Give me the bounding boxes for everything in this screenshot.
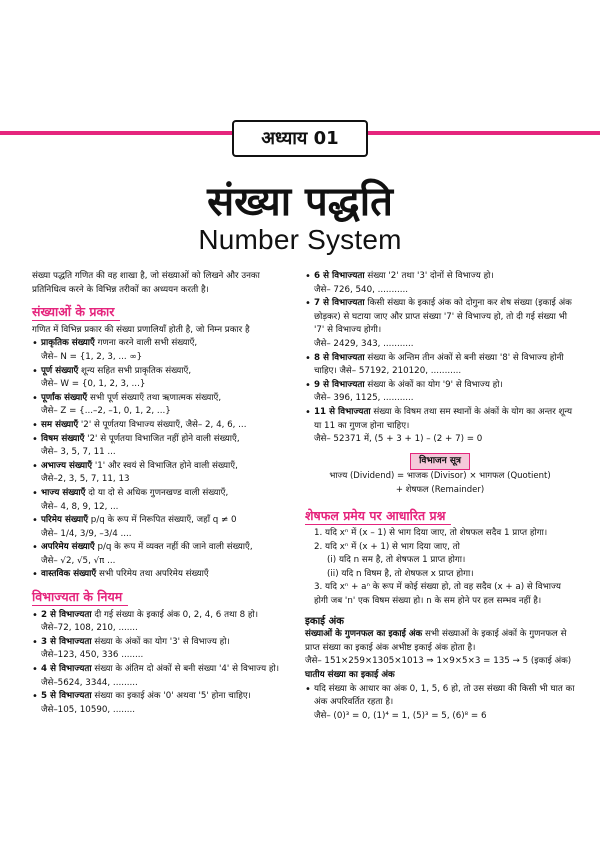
example-text: जैसे– 726, 540, ........... bbox=[314, 284, 409, 295]
example-text: जैसे– 151×259×1305×1013 ⇒ 1×9×5×3 = 135 → 5 (इकाई अंक) bbox=[305, 656, 572, 667]
formula-line: भाज्य (Dividend) = भाजक (Divisor) × भागफल (Quotient) bbox=[329, 471, 551, 482]
list-item: • 8 से विभाज्यता संख्या के अन्तिम तीन अंकों से बनी संख्या '8' से विभाज्य होनी चाहिए। जैसे– 57192, 210120, ........... bbox=[305, 352, 575, 379]
list-item: • 5 से विभाज्यता संख्या का इकाई अंक '0' अथवा '5' होना चाहिए। bbox=[32, 690, 294, 704]
list-item: (ii) यदि n विषम है, तो शेषफल x प्राप्त होगा। bbox=[327, 568, 474, 579]
example-text: जैसे– (0)³ = 0, (1)⁴ = 1, (5)³ = 5, (6)⁸ = 6 bbox=[314, 710, 487, 721]
section-heading-unit-digit: इकाई अंक bbox=[305, 615, 344, 627]
subheading: घातीय संख्या का इकाई अंक bbox=[305, 670, 395, 681]
list-item: 2. यदि xⁿ में (x + 1) से भाग दिया जाए, तो bbox=[314, 541, 460, 552]
list-item: • 6 से विभाज्यता संख्या '2' तथा '3' दोनों से विभाज्य हो। bbox=[305, 270, 575, 284]
example-text: जैसे– 1/4, 3/9, –3/4 .... bbox=[41, 528, 132, 539]
formula-line: + शेषफल (Remainder) bbox=[395, 484, 485, 495]
list-item: • 11 से विभाज्यता संख्या के विषम तथा सम स्थानों के अंकों के योग का अन्तर शून्य या 11 का गुणज होना चाहिए। bbox=[305, 406, 575, 433]
paragraph: संख्याओं के गुणनफल का इकाई अंक सभी संख्याओं के इकाई अंकों के गुणनफल से प्राप्त संख्या का इकाई अंक अभीष्ट इकाई अंक होता है। bbox=[305, 629, 567, 653]
section-heading-number-types: संख्याओं के प्रकार bbox=[32, 304, 120, 321]
example-text: जैसे– 4, 8, 9, 12, ... bbox=[41, 501, 119, 512]
page-title-hindi: संख्या पद्धति bbox=[207, 179, 393, 225]
list-item: • पूर्ण संख्याएँ शून्य सहित सभी प्राकृतिक संख्याएँ, bbox=[32, 365, 294, 379]
list-item: • प्राकृतिक संख्याएँ गणना करने वाली सभी संख्याएँ, bbox=[32, 337, 294, 351]
section-text: गणित में विभिन्न प्रकार की संख्या प्रणालियाँ होती है, जो निम्न प्रकार है bbox=[32, 324, 250, 335]
example-text: जैसे– Z = {...–2, –1, 0, 1, 2, ...} bbox=[41, 406, 171, 417]
list-item: • 3 से विभाज्यता संख्या के अंकों का योग '3' से विभाज्य हो। bbox=[32, 636, 294, 650]
example-text: जैसे– 2429, 343, ........... bbox=[314, 338, 414, 349]
list-item: • 4 से विभाज्यता संख्या के अंतिम दो अंकों से बनी संख्या '4' से विभाज्य हो। जैसे–5624, 3344, ......... bbox=[32, 663, 294, 690]
example-text: जैसे–105, 10590, ........ bbox=[41, 704, 136, 715]
example-text: जैसे– 52371 में, (5 + 3 + 1) – (2 + 7) = 0 bbox=[314, 434, 483, 445]
list-item: • परिमेय संख्याएँ p/q के रूप में निरूपित संख्याएँ, जहाँ q ≠ 0 bbox=[32, 514, 294, 528]
list-item: • अभाज्य संख्याएँ '1' और स्वयं से विभाजित होने वाली संख्याएँ, bbox=[32, 460, 294, 474]
example-text: जैसे– 3, 5, 7, 11 ... bbox=[41, 447, 116, 458]
left-column bbox=[32, 270, 294, 717]
list-item: • 2 से विभाज्यता दी गई संख्या के इकाई अंक 0, 2, 4, 6 तथा 8 हो। bbox=[32, 609, 294, 623]
list-item: • यदि संख्या के आधार का अंक 0, 1, 5, 6 हो, तो उस संख्या की किसी भी घात का अंक अपरिवर्तित रहता है। bbox=[305, 683, 575, 710]
list-item: (i) यदि n सम है, तो शेषफल 1 प्राप्त होगा। bbox=[327, 555, 466, 566]
example-text: जैसे–123, 450, 336 ........ bbox=[41, 650, 144, 661]
chapter-label: अध्याय 01 bbox=[232, 120, 368, 157]
list-item: • 9 से विभाज्यता संख्या के अंकों का योग '9' से विभाज्य हो। bbox=[305, 379, 575, 393]
example-text: जैसे–2, 3, 5, 7, 11, 13 bbox=[41, 474, 130, 485]
list-item: 1. यदि xⁿ में (x – 1) से भाग दिया जाए, तो शेषफल सदैव 1 प्राप्त होगा। bbox=[314, 528, 548, 539]
list-item: 3. यदि xⁿ + aⁿ के रूप में कोई संख्या हो, तो वह सदैव (x + a) से विभाज्य होगी जब 'n' एक विषम संख्या हो। n के सम होने पर हल सम्भव नहीं है। bbox=[314, 582, 561, 607]
page-title-english: Number System bbox=[198, 224, 402, 255]
list-item: • 7 से विभाज्यता किसी संख्या के इकाई अंक को दोगुना कर शेष संख्या (इकाई अंक छोड़कर) से घटाया जाए और प्राप्त संख्या '7' से विभाज्य हो, तो दी गई संख्या भी '7' से विभाज्य होगी। bbox=[305, 297, 575, 338]
right-column bbox=[305, 270, 575, 723]
intro-paragraph: संख्या पद्धति गणित की वह शाखा है, जो संख्याओं को लिखने और उनका प्रतिनिधित्व करने के विभिन्न तरीकों का अध्ययन करती है। bbox=[32, 271, 260, 295]
section-heading-remainder-theorem: शेषफल प्रमेय पर आधारित प्रश्न bbox=[305, 508, 451, 525]
list-item: • विषम संख्याएँ '2' से पूर्णतया विभाजित नहीं होने वाली संख्याएँ, bbox=[32, 433, 294, 447]
division-formula-box bbox=[305, 453, 575, 498]
section-heading-divisibility: विभाज्यता के नियम bbox=[32, 589, 128, 606]
list-item: • वास्तविक संख्याएँ सभी परिमेय तथा अपरिमेय संख्याएँ bbox=[32, 568, 294, 582]
example-text: जैसे– W = {0, 1, 2, 3, ...} bbox=[41, 379, 146, 390]
list-item: • पूर्णांक संख्याएँ सभी पूर्ण संख्याएँ तथा ऋणात्मक संख्याएँ, bbox=[32, 392, 294, 406]
example-text: जैसे– √2, √5, √π ... bbox=[41, 555, 116, 566]
list-item: • भाज्य संख्याएँ दो या दो से अधिक गुणनखण्ड वाली संख्याएँ, bbox=[32, 487, 294, 501]
formula-tag: विभाजन सूत्र bbox=[410, 453, 470, 471]
example-text: जैसे– 396, 1125, ........... bbox=[314, 393, 414, 404]
list-item: • अपरिमेय संख्याएँ p/q के रूप में व्यक्त नहीं की जाने वाली संख्याएँ, bbox=[32, 541, 294, 555]
example-text: जैसे–72, 108, 210, ....... bbox=[41, 623, 138, 634]
list-item: • सम संख्याएँ '2' से पूर्णतया विभाज्य संख्याएँ, जैसे– 2, 4, 6, ... bbox=[32, 419, 294, 433]
example-text: जैसे– N = {1, 2, 3, ... ∞} bbox=[41, 351, 143, 362]
